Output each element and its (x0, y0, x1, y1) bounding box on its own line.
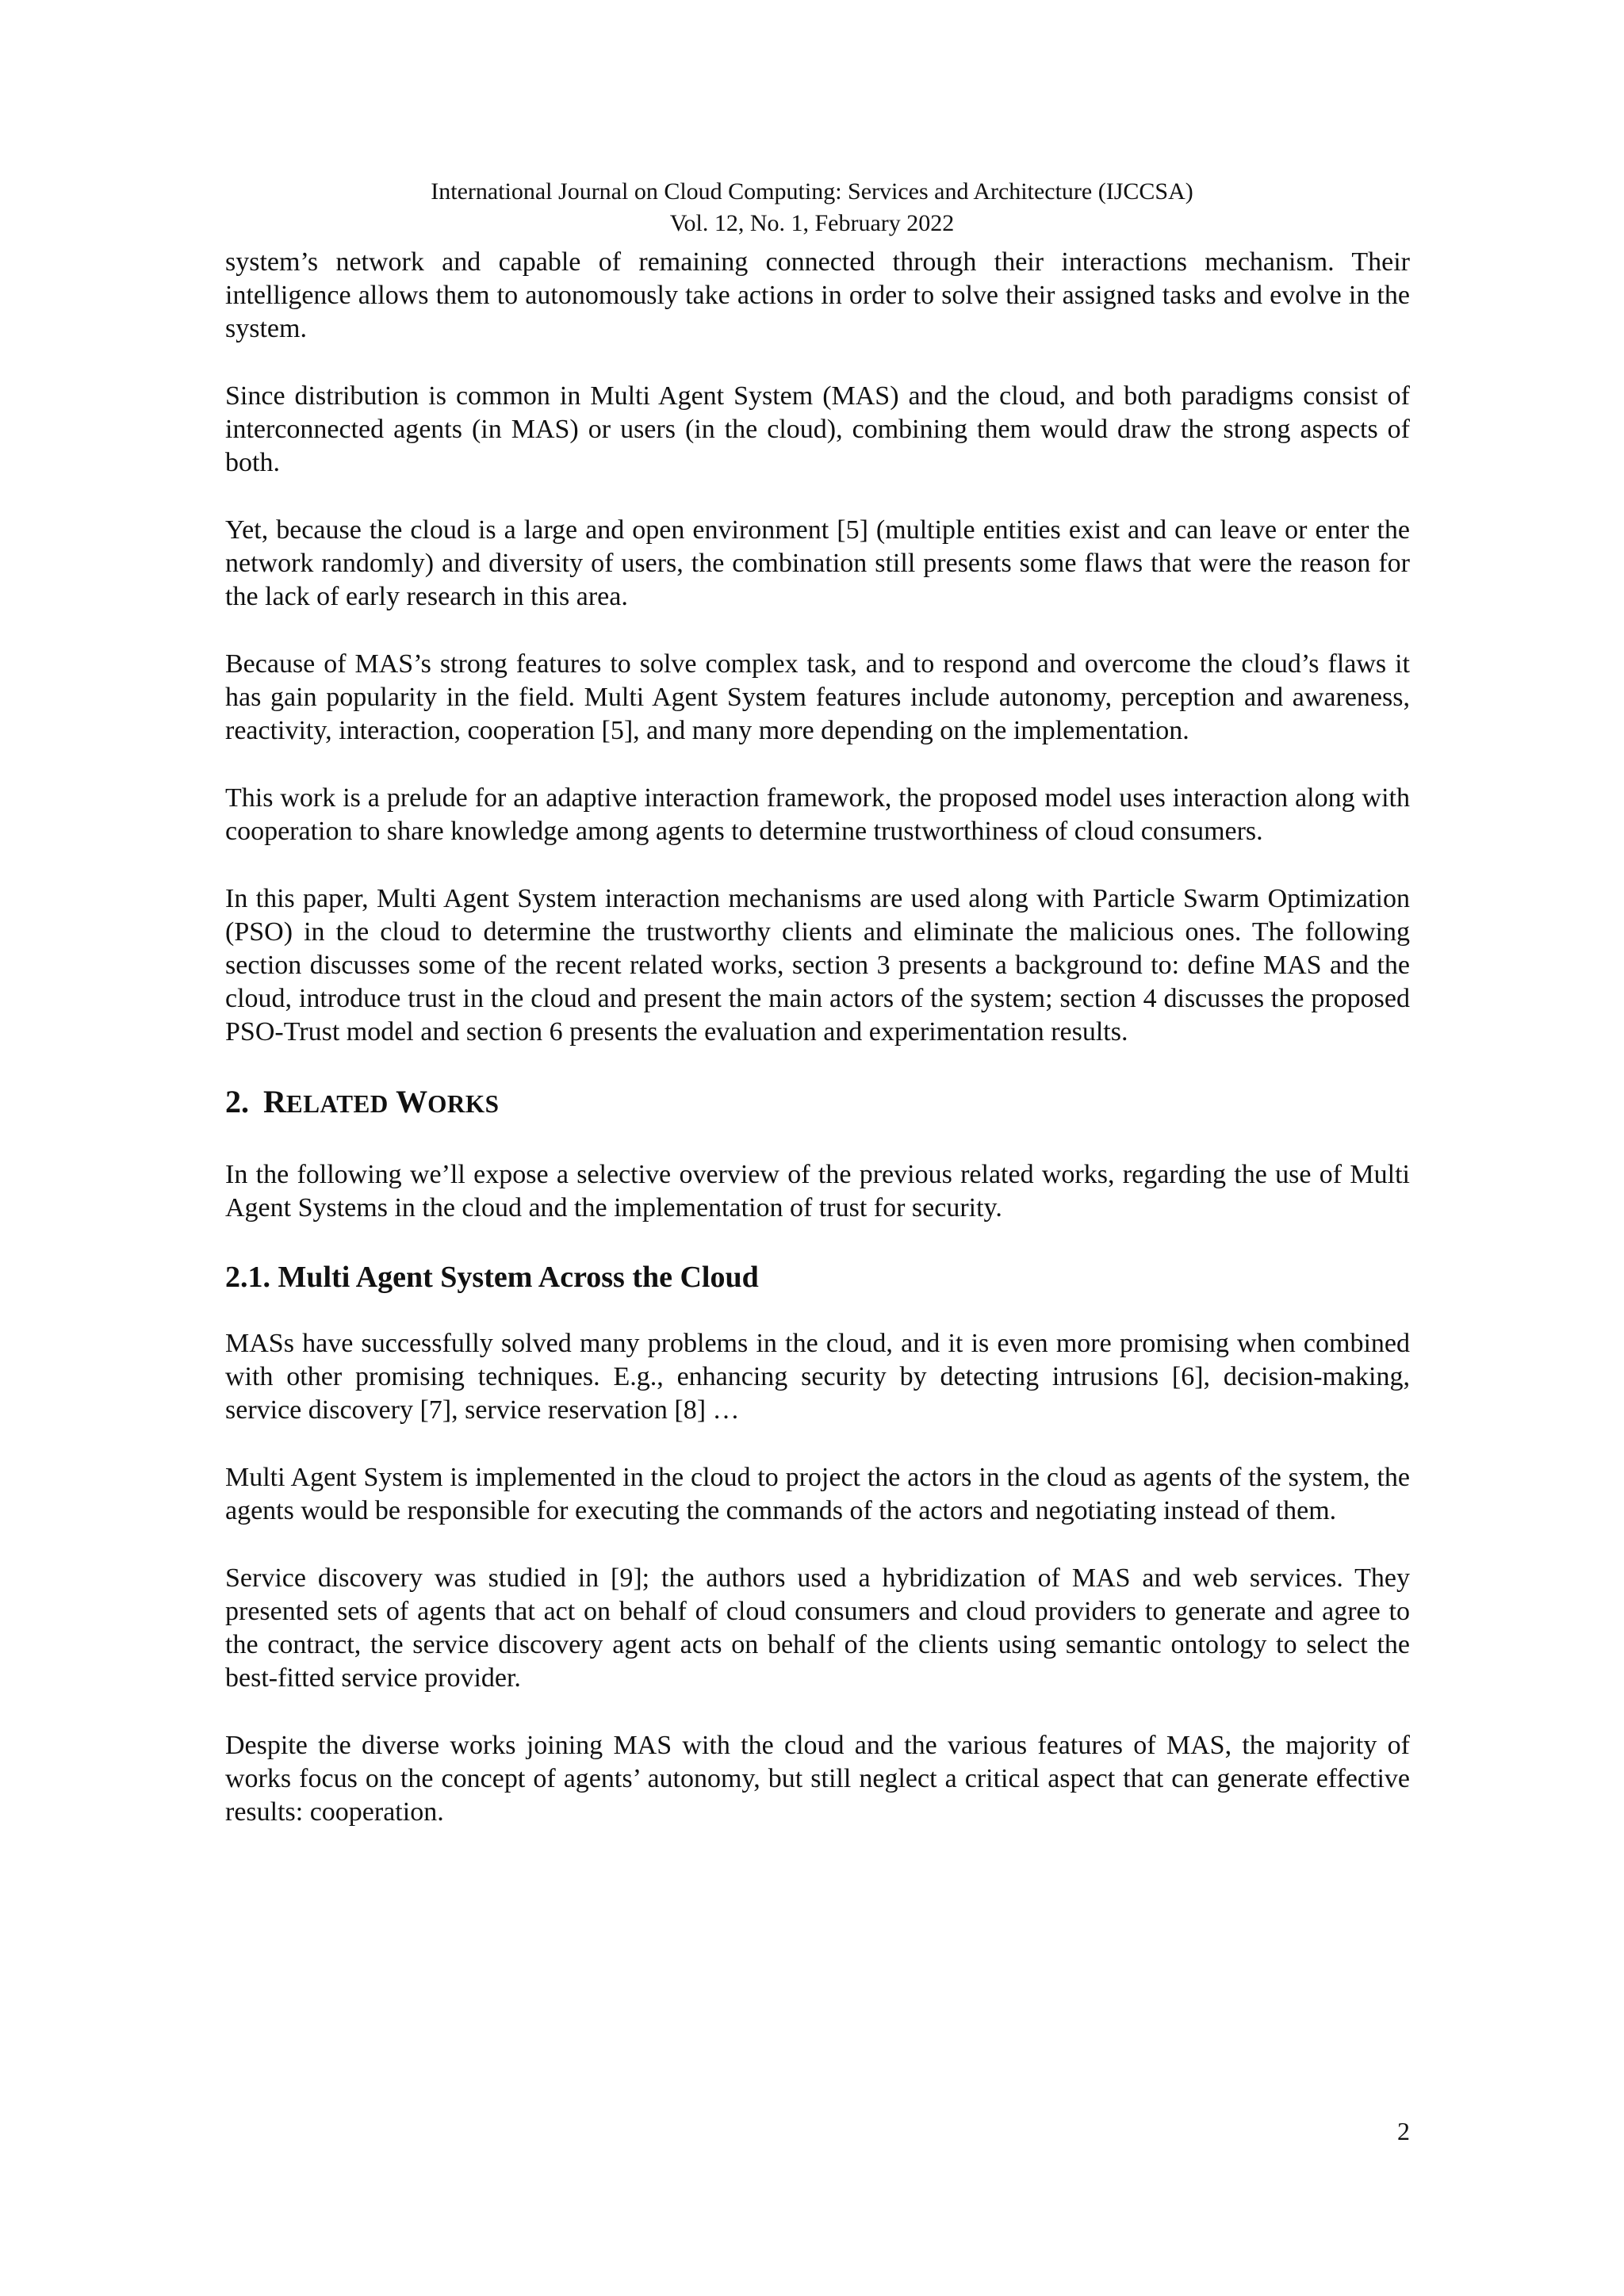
paragraph: system’s network and capable of remaining connected through their interactions mechanism. Their intelligence allows them to autonomously take actions in order to solve their assigned tasks and evolve in the system. (225, 247, 1410, 343)
paragraph: In the following we’ll expose a selective overview of the previous related works, regarding the use of Multi Agent Systems in the cloud and the implementation of trust for security. (225, 1160, 1410, 1223)
paragraph: Multi Agent System is implemented in the cloud to project the actors in the cloud as agents of the system, the agents would be responsible for executing the commands of the actors and negotiating instead of them. (225, 1463, 1410, 1525)
subsection-heading: 2.1. Multi Agent System Across the Cloud (225, 1261, 759, 1294)
journal-title: International Journal on Cloud Computing: Services and Architecture (IJCCSA) (431, 178, 1193, 205)
body-text (225, 246, 1410, 1863)
page-number: 2 (1397, 2117, 1410, 2145)
section-title-rest: ELATED (285, 1090, 389, 1118)
section-number: 2. (225, 1084, 249, 1119)
section-heading-related-works (225, 1083, 1410, 1123)
section-title-initial: R (263, 1084, 286, 1119)
running-header (0, 176, 1624, 239)
paragraph: MASs have successfully solved many problems in the cloud, and it is even more promising when combined with other promising techniques. E.g., enhancing security by detecting intrusions [6], decision-making, service discovery [7], service reservation [8] … (225, 1329, 1410, 1425)
section-title-rest: ORKS (427, 1090, 500, 1118)
paragraph: Service discovery was studied in [9]; the authors used a hybridization of MAS and web services. They presented sets of agents that act on behalf of cloud consumers and cloud providers to generate and agree to the contract, the service discovery agent acts on behalf of the clients using semantic ontology to select the best-fitted service provider. (225, 1563, 1410, 1693)
paragraph: Since distribution is common in Multi Agent System (MAS) and the cloud, and both paradigms consist of interconnected agents (in MAS) or users (in the cloud), combining them would draw the strong aspects of both. (225, 381, 1410, 477)
paragraph: Because of MAS’s strong features to solve complex task, and to respond and overcome the cloud’s flaws it has gain popularity in the field. Multi Agent System features include autonomy, perception and awareness, reactivity, interaction, cooperation [5], and many more depending on the implementation. (225, 649, 1410, 745)
paragraph: In this paper, Multi Agent System interaction mechanisms are used along with Particle Swarm Optimization (PSO) in the cloud to determine the trustworthy clients and eliminate the malicious ones. The following section discusses some of the recent related works, section 3 presents a background to: define MAS and the cloud, introduce trust in the cloud and present the main actors of the system; section 4 discusses the proposed PSO-Trust model and section 6 presents the evaluation and experimentation results. (225, 884, 1410, 1047)
paragraph: This work is a prelude for an adaptive interaction framework, the proposed model uses interaction along with cooperation to share knowledge among agents to determine trustworthiness of cloud consumers. (225, 783, 1410, 846)
section-title-initial: W (396, 1084, 428, 1119)
paragraph: Yet, because the cloud is a large and open environment [5] (multiple entities exist and can leave or enter the network randomly) and diversity of users, the combination still presents some flaws that were the reason for the lack of early research in this area. (225, 515, 1410, 611)
paragraph: Despite the diverse works joining MAS with the cloud and the various features of MAS, the majority of works focus on the concept of agents’ autonomy, but still neglect a critical aspect that can generate effective results: cooperation. (225, 1731, 1410, 1827)
journal-volume: Vol. 12, No. 1, February 2022 (669, 210, 955, 236)
